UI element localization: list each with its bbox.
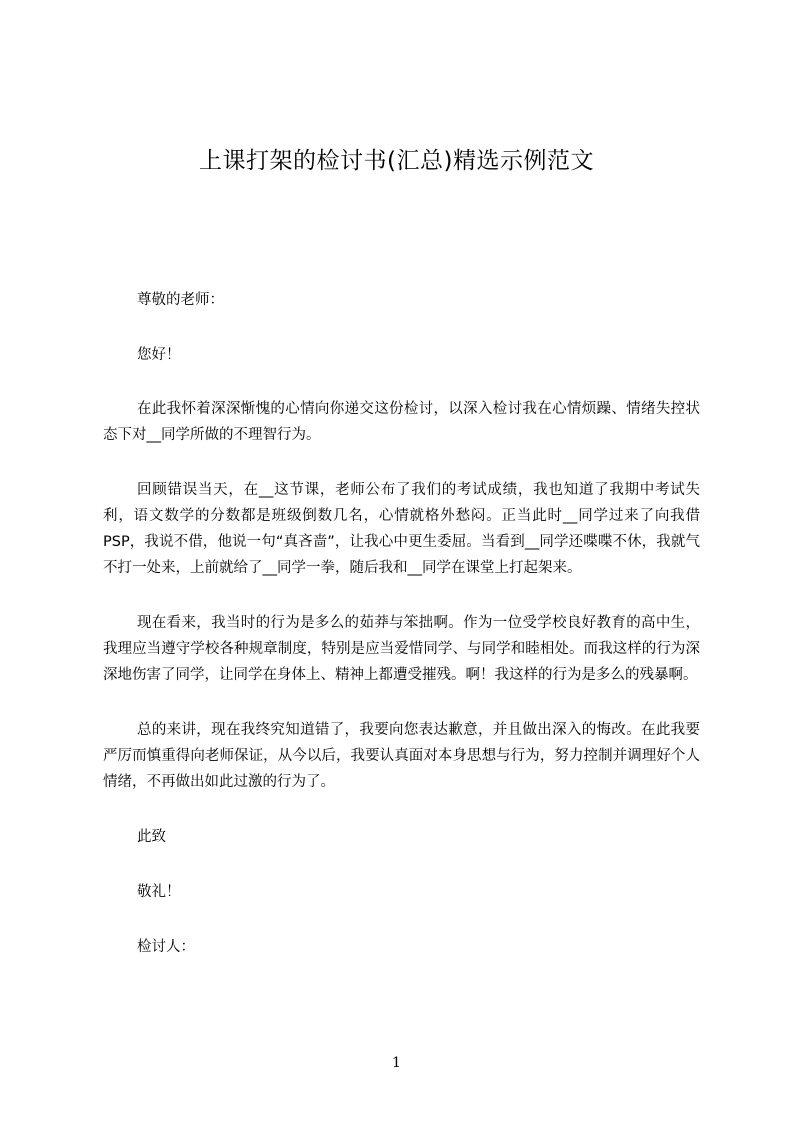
document-title: 上课打架的检讨书(汇总)精选示例范文 (199, 148, 594, 174)
page-number: 1 (392, 1055, 401, 1071)
closing-line-2: 敬礼！ (137, 884, 181, 900)
paragraph-2: 回顾错误当天，在__这节课，老师公布了我们的考试成绩，我也知道了我期中考试失利，语文数学的分数都是班级倒数几名，心情就格外愁闷。正当此时__同学过来了向我借 PSP，我说不借，他说一句“真吝啬”，让我心中更生委屈。当看到__同学还喋喋不休，我就气不打一处来，上前就给了__同学一拳，随后我和__同学在课堂上打起架来。 (103, 482, 700, 576)
paragraph-1: 在此我怀着深深惭愧的心情向你递交这份检讨，以深入检讨我在心情烦躁、情绪失控状态下对__同学所做的不理智行为。 (103, 401, 700, 443)
paragraph-3: 现在看来，我当时的行为是多么的茹莽与笨拙啊。作为一位受学校良好教育的高中生，我理应当遵守学校各种规章制度，特别是应当爱惜同学、与同学和睦相处。而我这样的行为深深地伤害了同学，让同学在身体上、精神上都遭受摧残。啊！我这样的行为是多么的残暴啊。 (103, 615, 700, 683)
signature-label: 检讨人： (137, 939, 195, 955)
document-body (103, 287, 700, 960)
paragraph-4: 总的来讲，现在我终究知道错了，我要向您表达歉意，并且做出深入的悔改。在此我要严厉而慎重得向老师保证，从今以后，我要认真面对本身思想与行为，努力控制并调理好个人情绪，不再做出如此过激的行为了。 (103, 722, 700, 790)
greeting: 您好！ (137, 347, 181, 363)
closing-line-1: 此致 (137, 829, 166, 845)
salutation: 尊敬的老师： (137, 292, 224, 308)
